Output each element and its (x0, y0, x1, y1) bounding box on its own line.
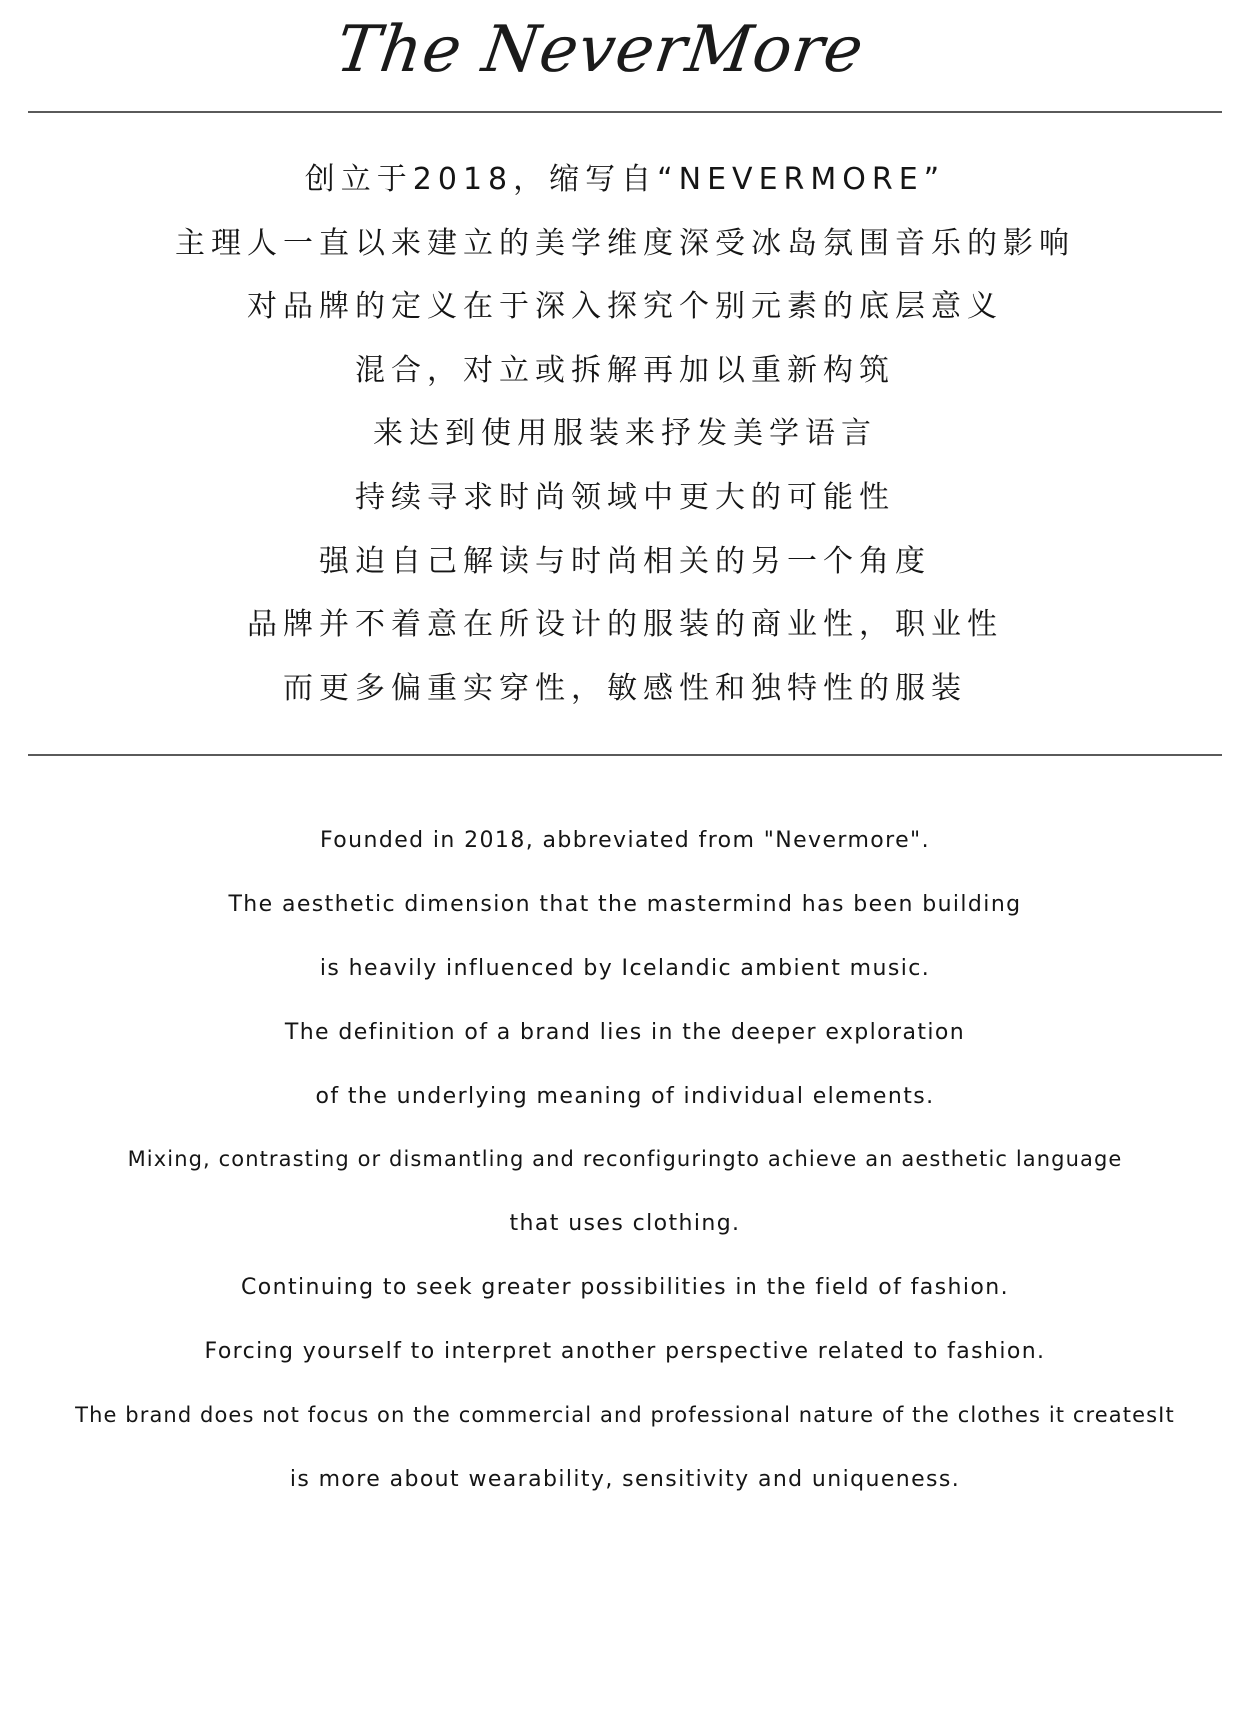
brand-logo (0, 0, 1250, 110)
english-line: of the underlying meaning of individual elements. (315, 1083, 935, 1109)
chinese-line: 对品牌的定义在于深入探究个别元素的底层意义 (247, 289, 1003, 325)
chinese-line: 来达到使用服装来抒发美学语言 (373, 416, 877, 452)
chinese-line: 持续寻求时尚领域中更大的可能性 (355, 479, 895, 515)
english-line: The brand does not focus on the commercial and professional nature of the clothes it createsIt (75, 1403, 1175, 1428)
english-line: is more about wearability, sensitivity and uniqueness. (289, 1466, 961, 1492)
english-line: Continuing to seek greater possibilities in the field of fashion. (241, 1275, 1009, 1301)
middle-divider (28, 754, 1222, 756)
chinese-line: 主理人一直以来建立的美学维度深受冰岛氛围音乐的影响 (175, 225, 1075, 261)
chinese-line: 而更多偏重实穿性，敏感性和独特性的服装 (283, 670, 967, 706)
english-line: is heavily influenced by Icelandic ambient music. (319, 955, 931, 981)
english-line: Founded in 2018, abbreviated from "Nevermore". (320, 828, 930, 853)
chinese-line: 品牌并不着意在所设计的服装的商业性，职业性 (247, 607, 1003, 643)
english-line: The definition of a brand lies in the deeper exploration (284, 1019, 966, 1045)
brand-logo-text: The NeverMore (331, 13, 869, 87)
chinese-line: 强迫自己解读与时尚相关的另一个角度 (319, 543, 931, 579)
english-line: Mixing, contrasting or dismantling and reconfiguringto achieve an aesthetic language (127, 1147, 1123, 1172)
top-divider (28, 111, 1222, 113)
english-line: that uses clothing. (509, 1211, 741, 1237)
chinese-line: 创立于2018，缩写自“NEVERMORE” (304, 162, 946, 197)
english-line: Forcing yourself to interpret another perspective related to fashion. (204, 1339, 1046, 1365)
english-line: The aesthetic dimension that the mastermind has been building (228, 891, 1022, 917)
chinese-line: 混合，对立或拆解再加以重新构筑 (355, 352, 895, 388)
chinese-description (0, 148, 1250, 720)
english-description (0, 809, 1250, 1512)
